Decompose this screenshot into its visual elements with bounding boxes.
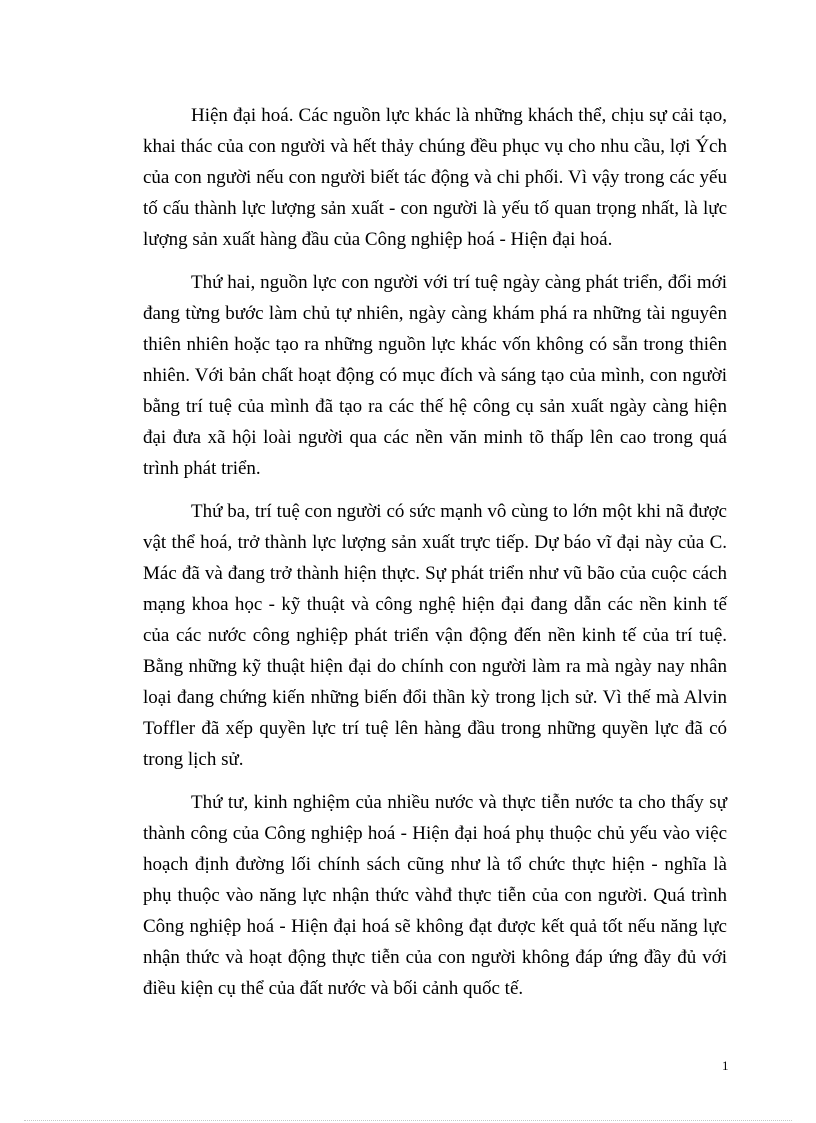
body-text [143, 100, 727, 1016]
footer-divider [24, 1120, 792, 1121]
paragraph-4: Thứ tư, kinh nghiệm của nhiều nước và thực tiễn nước ta cho thấy sự thành công của Công nghiệp hoá - Hiện đại hoá phụ thuộc chủ yếu vào việc hoạch định đường lối chính sách cũng như là tổ chức thực hiện - nghĩa là phụ thuộc vào năng lực nhận thức vàhđ thực tiễn của con người. Quá trình Công nghiệp hoá - Hiện đại hoá sẽ không đạt được kết quả tốt nếu năng lực nhận thức và hoạt động thực tiễn của con người không đáp ứng đầy đủ với điều kiện cụ thể của đất nước và bối cảnh quốc tế. [143, 792, 727, 999]
page-number: 1 [722, 1058, 729, 1073]
paragraph-1: Hiện đại hoá. Các nguồn lực khác là những khách thể, chịu sự cải tạo, khai thác của con người và hết thảy chúng đều phục vụ cho nhu cầu, lợi Ých của con người nếu con người biết tác động và chi phối. Vì vậy trong các yếu tố cấu thành lực lượng sản xuất - con người là yếu tố quan trọng nhất, là lực lượng sản xuất hàng đầu của Công nghiệp hoá - Hiện đại hoá. [143, 105, 727, 250]
paragraph-2: Thứ hai, nguồn lực con người với trí tuệ ngày càng phát triển, đổi mới đang từng bước làm chủ tự nhiên, ngày càng khám phá ra những tài nguyên thiên nhiên hoặc tạo ra những nguồn lực khác vốn không có sẵn trong thiên nhiên. Với bản chất hoạt động có mục đích và sáng tạo của mình, con người bằng trí tuệ của mình đã tạo ra các thế hệ công cụ sản xuất ngày càng hiện đại đưa xã hội loài người qua các nền văn minh tõ thấp lên cao trong quá trình phát triển. [143, 272, 727, 479]
paragraph-3: Thứ ba, trí tuệ con người có sức mạnh vô cùng to lớn một khi nã được vật thể hoá, trở thành lực lượng sản xuất trực tiếp. Dự báo vĩ đại này của C. Mác đã và đang trở thành hiện thực. Sự phát triển như vũ bão của cuộc cách mạng khoa học - kỹ thuật và công nghệ hiện đại đang dẫn các nền kinh tế của các nước công nghiệp phát triển vận động đến nền kinh tế của trí tuệ. Bằng những kỹ thuật hiện đại do chính con người làm ra mà ngày nay nhân loại đang chứng kiến những biến đổi thần kỳ trong lịch sử. Vì thế mà Alvin Toffler đã xếp quyền lực trí tuệ lên hàng đầu trong những quyền lực đã có trong lịch sử. [143, 501, 727, 770]
